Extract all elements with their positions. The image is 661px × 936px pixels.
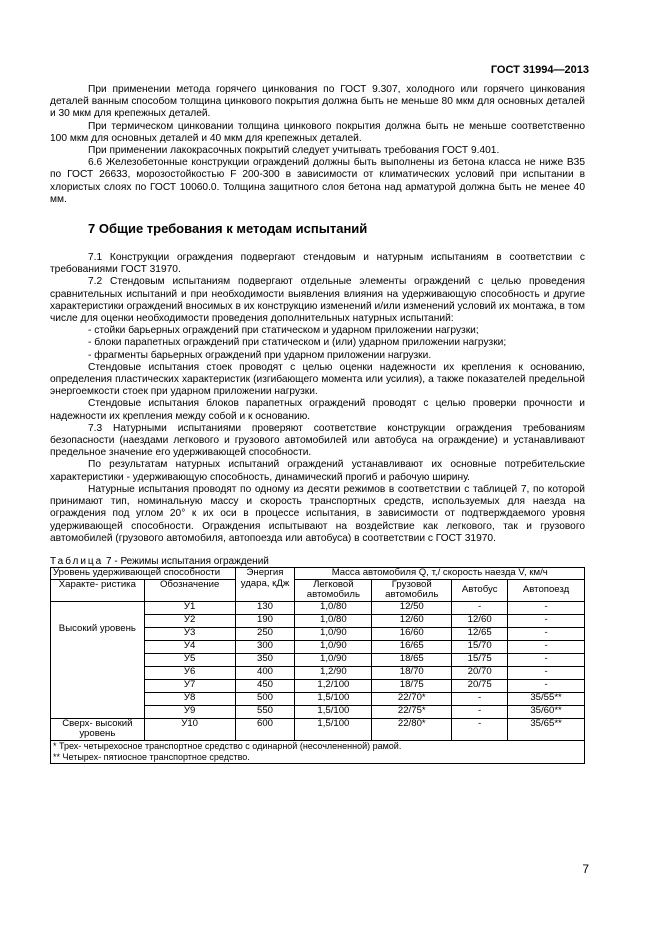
cell: - [508, 679, 585, 692]
paragraph: Стендовые испытания блоков парапетных ограждений проводят с целью проверки прочности и надежности их крепления между собой и к основанию. [50, 398, 585, 422]
cell: 35/55** [508, 692, 585, 705]
header-designation: Обозначение [144, 579, 235, 601]
document-header: ГОСТ 31994—2013 [490, 64, 589, 76]
cell: 1,0/90 [295, 653, 372, 666]
header-characteristic: Характе- ристика [51, 579, 145, 601]
cell: 16/60 [372, 627, 452, 640]
header-car: Легковой автомобиль [295, 579, 372, 601]
paragraph: Натурные испытания проводят по одному из десяти режимов в соответствии с таблицей 7, по которой принимают тип, номинальную массу и скорость транспортных средств, используемых для наезда на ограждения под углом 20° к их оси в процессе испытания, в зависимости от подтверждаемого уровня удерживающей способности. Ограждения испытывают на воздействие как легкового, так и грузового автомобилей (грузового автомобиля, автопоезда или автобуса) в соответствии с ГОСТ 31970. [50, 483, 585, 544]
header-bus: Автобус [452, 579, 508, 601]
paragraph: 6.6 Железобетонные конструкции ограждений должны быть выполнены из бетона класса не ниже В35 по ГОСТ 26633, морозостойкостью F 200-300 в зависимости от климатических условий при испытании в хлористых слоях по ГОСТ 10060.0. Толщина защитного слоя бетона над арматурой должна быть не менее 40 мм. [50, 157, 585, 205]
paragraph: При применении лакокрасочных покрытий следует учитывать требования ГОСТ 9.401. [88, 145, 500, 157]
cell: У5 [144, 653, 235, 666]
cell: 1,0/80 [295, 614, 372, 627]
cell: У6 [144, 666, 235, 679]
header-road-train: Автопоезд [508, 579, 585, 601]
cell: 500 [235, 692, 295, 705]
list-item: - стойки барьерных ограждений при статическом и ударном приложении нагрузки; [88, 325, 479, 337]
table-row [51, 601, 585, 614]
cell: 35/65** [508, 718, 585, 740]
cell: 300 [235, 640, 295, 653]
footnote: ** Четырех- пятиосное транспортное средство. [53, 751, 250, 762]
cell: 400 [235, 666, 295, 679]
footnote: * Трех- четырехосное транспортное средство с одинарной (несочлененной) рамой. [53, 740, 402, 751]
cell: У4 [144, 640, 235, 653]
cell: У8 [144, 692, 235, 705]
cell: - [508, 601, 585, 614]
cell: 15/70 [452, 640, 508, 653]
cell: 1,0/90 [295, 640, 372, 653]
cell: 130 [235, 601, 295, 614]
header-energy: Энергия удара, кДж [235, 567, 295, 601]
cell: 600 [235, 718, 295, 740]
cell: 20/70 [452, 666, 508, 679]
cell: - [508, 640, 585, 653]
cell: 15/75 [452, 653, 508, 666]
cell: 1,5/100 [295, 718, 372, 740]
cell: - [452, 705, 508, 718]
cell: 450 [235, 679, 295, 692]
cell: 18/75 [372, 679, 452, 692]
cell: - [452, 718, 508, 740]
cell: - [508, 614, 585, 627]
cell: У3 [144, 627, 235, 640]
paragraph: При термическом цинковании толщина цинкового покрытия должна быть не меньше соответственно 100 мкм для основных деталей и 40 мкм для крепежных деталей. [50, 120, 585, 144]
cell: У2 [144, 614, 235, 627]
cell: 16/65 [372, 640, 452, 653]
paragraph-7-1: 7.1 Конструкции ограждения подвергают стендовым и натурным испытаниям в соответствии с требованиями ГОСТ 31970. [50, 252, 585, 276]
cell: 22/75* [372, 705, 452, 718]
cell: 1,0/80 [295, 601, 372, 614]
page-content [50, 84, 585, 764]
header-mass: Масса автомобиля Q, т,/ скорость наезда V, км/ч [295, 567, 585, 579]
cell: - [452, 601, 508, 614]
paragraph-7-3: 7.3 Натурными испытаниями проверяют соответствие конструкции ограждения требованиям безопасности (наездами легкового и грузового автомобилей или автобуса на ограждение) и устанавливают предельное значение его удерживающей способности. [50, 422, 585, 459]
table-caption-word: Таблица [50, 555, 104, 567]
page-number: 7 [582, 862, 589, 876]
list-item: - блоки парапетных ограждений при статическом и (или) ударном приложении нагрузки; [88, 337, 507, 349]
header-truck: Грузовой автомобиль [372, 579, 452, 601]
cell: 22/80* [372, 718, 452, 740]
cell: - [508, 627, 585, 640]
cell: 18/70 [372, 666, 452, 679]
cell: 1,2/100 [295, 679, 372, 692]
test-modes-table [50, 567, 585, 764]
group-high: Высокий уровень [51, 601, 145, 718]
cell: - [508, 653, 585, 666]
cell: 190 [235, 614, 295, 627]
cell: 250 [235, 627, 295, 640]
cell: - [508, 666, 585, 679]
cell: 1,5/100 [295, 692, 372, 705]
paragraph: По результатам натурных испытаний ограждений устанавливают их основные потребительские характеристики - удерживающую способность, динамический прогиб и рабочую ширину. [50, 459, 585, 483]
cell: 12/60 [452, 614, 508, 627]
cell: 1,0/90 [295, 627, 372, 640]
paragraph: Стендовые испытания стоек проводят с целью оценки надежности их крепления к основанию, определения пластических характеристик (изгибающего момента или усилия), а также показателей предельной энергоемкости стоек при ударном приложении нагрузки. [50, 361, 585, 398]
header-level: Уровень удерживающей способности [51, 567, 236, 579]
cell: 350 [235, 653, 295, 666]
cell: 12/65 [452, 627, 508, 640]
paragraph-7-2: 7.2 Стендовым испытаниям подвергают отдельные элементы ограждений с целью проведения сравнительных испытаний и при необходимости выявления влияния на удерживающую способность и другие характеристики ограждений вносимых в их конструкцию изменений и/или изменений условий их монтажа, в том числе для оценки необходимости проведения дополнительных натурных испытаний: [50, 276, 585, 325]
paragraph: При применении метода горячего цинкования по ГОСТ 9.307, холодного или горячего цинкования деталей ванным способом толщина цинкового покрытия должна быть не меньше 80 мкм для основных деталей и 30 мкм для крепежных деталей. [50, 84, 585, 120]
list-item: - фрагменты барьерных ограждений при ударном приложении нагрузки. [88, 349, 432, 361]
cell: - [452, 692, 508, 705]
group-super-high: Сверх- высокий уровень [51, 718, 145, 740]
cell: У10 [144, 718, 235, 740]
table-row [51, 718, 585, 740]
cell: 550 [235, 705, 295, 718]
cell: 22/70* [372, 692, 452, 705]
table-caption [50, 556, 585, 567]
table-caption-text: 7 - Режимы испытания ограждений [103, 555, 269, 567]
table-footnotes [51, 740, 585, 763]
cell: 12/50 [372, 601, 452, 614]
cell: 1,5/100 [295, 705, 372, 718]
cell: 18/65 [372, 653, 452, 666]
cell: 35/60** [508, 705, 585, 718]
cell: 1,2/90 [295, 666, 372, 679]
cell: 20/75 [452, 679, 508, 692]
section-title: 7 Общие требования к методам испытаний [88, 221, 368, 237]
cell: 12/60 [372, 614, 452, 627]
cell: У9 [144, 705, 235, 718]
cell: У1 [144, 601, 235, 614]
cell: У7 [144, 679, 235, 692]
